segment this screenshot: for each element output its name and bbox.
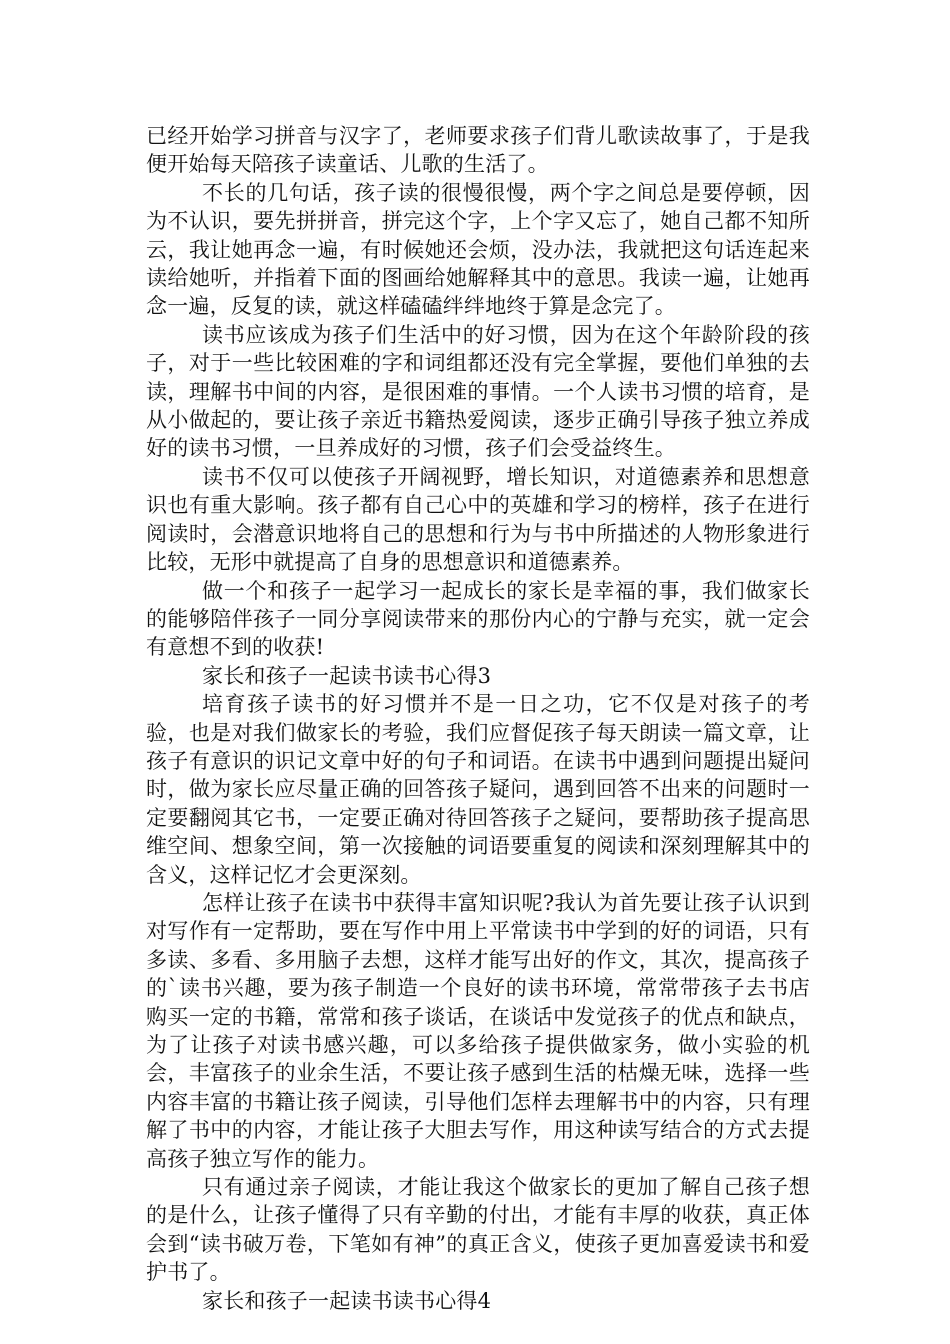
paragraph: 只有通过亲子阅读，才能让我这个做家长的更加了解自己孩子想的是什么，让孩子懂得了只有辛勤的付出，才能有丰厚的收获，真正体会到“读书破万卷，下笔如有神”的真正含义，使孩子更加喜爱读书和爱护书了。	[146, 1175, 810, 1285]
paragraph: 怎样让孩子在读书中获得丰富知识呢?我认为首先要让孩子认识到对写作有一定帮助，要在写作中用上平常读书中学到的好的词语，只有多读、多看、多用脑子去想，这样才能写出好的作文，其次，提高孩子的`读书兴趣，要为孩子制造一个良好的读书环境，常常带孩子去书店购买一定的书籍，常常和孩子谈话，在谈话中发觉孩子的优点和缺点，为了让孩子对读书感兴趣，可以多给孩子提供做家务，做小实验的机会，丰富孩子的业余生活，不要让孩子感到生活的枯燥无味，选择一些内容丰富的书籍让孩子阅读，引导他们怎样去理解书中的内容，只有理解了书中的内容，才能让孩子大胆去写作，用这种读写结合的方式去提高孩子独立写作的能力。	[146, 890, 810, 1171]
paragraph: 培育孩子读书的好习惯并不是一日之功，它不仅是对孩子的考验，也是对我们做家长的考验，我们应督促孩子每天朗读一篇文章，让孩子有意识的识记文章中好的句子和词语。在读书中遇到问题提出疑问时，做为家长应尽量正确的回答孩子疑问，遇到回答不出来的问题时一定要翻阅其它书，一定要正确对待回答孩子之疑问，要帮助孩子提高思维空间、想象空间，第一次接触的词语要重复的阅读和深刻理解其中的含义，这样记忆才会更深刻。	[146, 692, 810, 887]
document-page	[146, 122, 810, 1315]
paragraph-continued: 已经开始学习拼音与汉字了，老师要求孩子们背儿歌读故事了，于是我便开始每天陪孩子读童话、儿歌的生活了。	[146, 124, 810, 177]
section-heading: 家长和孩子一起读书读书心得4	[202, 1288, 492, 1313]
paragraph: 读书应该成为孩子们生活中的好习惯，因为在这个年龄阶段的孩子，对于一些比较困难的字和词组都还没有完全掌握，要他们单独的去读，理解书中间的内容，是很困难的事情。一个人读书习惯的培育，是从小做起的，要让孩子亲近书籍热爱阅读，逐步正确引导孩子独立养成好的读书习惯，一旦养成好的习惯，孩子们会受益终生。	[146, 322, 810, 461]
paragraph: 不长的几句话，孩子读的很慢很慢，两个字之间总是要停顿，因为不认识，要先拼拼音，拼完这个字，上个字又忘了，她自己都不知所云，我让她再念一遍，有时候她还会烦，没办法，我就把这句话连起来读给她听，并指着下面的图画给她解释其中的意思。我读一遍，让她再念一遍，反复的读，就这样磕磕绊绊地终于算是念完了。	[146, 180, 810, 319]
paragraph: 做一个和孩子一起学习一起成长的家长是幸福的事，我们做家长的能够陪伴孩子一同分享阅读带来的那份内心的宁静与充实，就一定会有意想不到的收获!	[146, 578, 810, 660]
section-heading: 家长和孩子一起读书读书心得3	[202, 663, 492, 688]
paragraph: 读书不仅可以使孩子开阔视野，增长知识，对道德素养和思想意识也有重大影响。孩子都有自己心中的英雄和学习的榜样，孩子在进行阅读时，会潜意识地将自己的思想和行为与书中所描述的人物形象进行比较，无形中就提高了自身的思想意识和道德素养。	[146, 464, 810, 575]
